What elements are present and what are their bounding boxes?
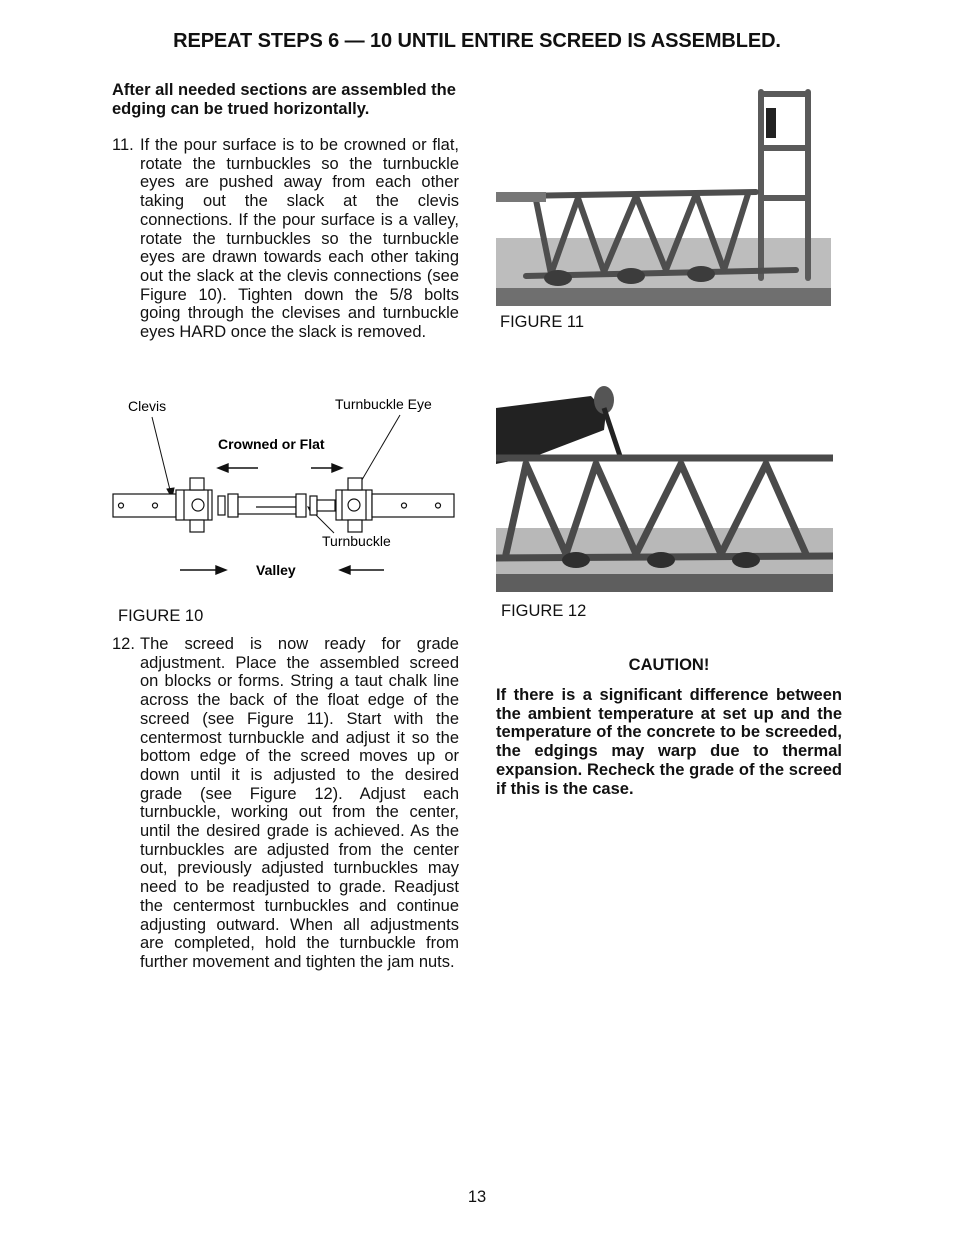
label-crowned-or-flat: Crowned or Flat (218, 436, 325, 452)
page-heading: REPEAT STEPS 6 — 10 UNTIL ENTIRE SCREED IS ASSEMBLED. (173, 30, 781, 52)
caution-text: If there is a significant difference between the ambient temperature at set up and the temperature of the concrete to be screeded, the edgings may warp due to thermal expansion. Recheck the grade of the screed if this is the case. (496, 686, 842, 798)
figure-10-diagram (108, 390, 460, 585)
label-turnbuckle-eye: Turnbuckle Eye (335, 396, 432, 412)
step-12 (112, 635, 459, 1015)
figure-10-caption: FIGURE 10 (118, 607, 204, 625)
figure-12-photo (496, 378, 833, 592)
label-turnbuckle: Turnbuckle (322, 533, 391, 549)
crowned-arrows (218, 464, 342, 472)
turnbuckle-assembly (113, 478, 454, 532)
step-11-number: 11. (112, 136, 134, 154)
step-12-number: 12. (112, 635, 135, 653)
figure-11-caption: FIGURE 11 (500, 313, 585, 331)
label-clevis: Clevis (128, 398, 167, 414)
label-valley: Valley (256, 562, 296, 578)
step-11-text: If the pour surface is to be crowned or flat, rotate the turnbuckles so the turnbuckle eyes are pushed away from each other taking out the slack at the clevis connections. If the pour surface is a valley, rotate the turnbuckles so the turnbuckle eyes are drawn towards each other taking out the slack at the clevis connections (see Figure 10). Tighten down the 5/8 bolts going through the clevises and turnbuckle eyes HARD once the slack is removed. (140, 136, 459, 342)
figure-12-caption: FIGURE 12 (501, 602, 587, 620)
intro-paragraph: After all needed sections are assembled the edging can be trued horizontally. (112, 81, 456, 118)
figure-11-photo (496, 88, 831, 306)
step-11 (112, 136, 459, 366)
page-number: 13 (467, 1188, 487, 1206)
caution-title: CAUTION! (628, 656, 710, 674)
step-12-text: The screed is now ready for grade adjustment. Place the assembled screed on blocks or forms. String a taut chalk line across the back of the float edge of the screed (see Figure 11). Start with the centermost turnbuckle and adjust it so the bottom edge of the screed moves up or down until it is adjusted to the desired grade (see Figure 12). Adjust each turnbuckle, working out from the center, until the desired grade is achieved. As the turnbuckles are adjusted from the center out, previously adjusted turnbuckles may need to be readjusted to grade. Readjust the centermost turnbuckles and continue adjusting outward. When all adjustments are completed, hold the turnbuckle from further movement and tighten the jam nuts. (140, 635, 459, 971)
